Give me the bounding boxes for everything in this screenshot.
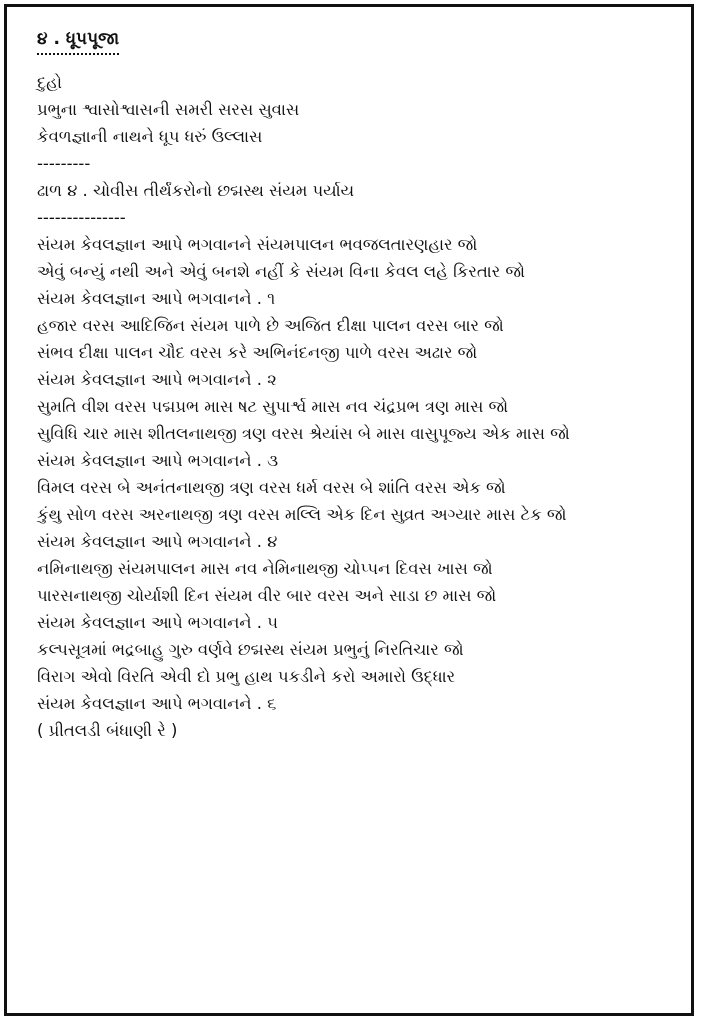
- tune-note: ( પ્રીતલડી બંધાણી રે ): [37, 721, 178, 740]
- verse-line: સુવિધિ ચાર માસ શીતલનાથજી ત્રણ વરસ શ્રેયાંસ બે માસ વાસુપૂજ્ય એક માસ જો: [37, 424, 570, 443]
- refrain-line: સંયમ કેવલજ્ઞાન આપે ભગવાનને . ૧: [37, 289, 276, 308]
- verse-line: વિમલ વરસ બે અનંતનાથજી ત્રણ વરસ ધર્મ વરસ બે શાંતિ વરસ એક જો: [37, 478, 506, 497]
- verse-line: કુંથુ સોળ વરસ અરનાથજી ત્રણ વરસ મલ્લિ એક દિન સુવ્રત અગ્યાર માસ ટેક જો: [37, 505, 567, 524]
- verse-line: એવું બન્યું નથી અને એવું બનશે નહીં કે સંયમ વિના કેવલ લહે કિરતાર જો: [37, 262, 525, 281]
- verse-line: વિરાગ એવો વિરતિ એવી દો પ્રભુ હાથ પકડીને કરો અમારો ઉદ્ધાર: [37, 667, 456, 686]
- title-wrap: [37, 27, 119, 55]
- verse-body: [37, 69, 673, 744]
- separator-line: ---------: [37, 154, 91, 173]
- refrain-line: સંયમ કેવલજ્ઞાન આપે ભગવાનને . ૫: [37, 613, 278, 632]
- document-frame: [4, 4, 694, 1016]
- separator-line: ---------------: [37, 208, 126, 227]
- verse-line: નમિનાથજી સંયમપાલન માસ નવ નેમિનાથજી ચોપ્પન દિવસ ખાસ જો: [37, 559, 493, 578]
- verse-line: કેવળજ્ઞાની નાથને ધૂપ ધરું ઉલ્લાસ: [37, 127, 263, 146]
- page-title: ૪ . ધૂપપૂજા: [37, 27, 119, 55]
- refrain-line: સંયમ કેવલજ્ઞાન આપે ભગવાનને . ૨: [37, 370, 277, 389]
- refrain-line: સંયમ કેવલજ્ઞાન આપે ભગવાનને . ૩: [37, 451, 279, 470]
- verse-line: પ્રભુના શ્વાસોશ્વાસની સમરી સરસ સુવાસ: [37, 100, 300, 119]
- verse-line: પારસનાથજી ચોર્યાશી દિન સંયમ વીર બાર વરસ અને સાડા છ માસ જો: [37, 586, 497, 605]
- refrain-line: સંયમ કેવલજ્ઞાન આપે ભગવાનને . ૪: [37, 532, 278, 551]
- refrain-line: સંયમ કેવલજ્ઞાન આપે ભગવાનને . ૬: [37, 694, 277, 713]
- verse-line: સંયમ કેવલજ્ઞાન આપે ભગવાનને સંયમપાલન ભવજલતારણહાર જો: [37, 235, 478, 254]
- verse-line: હજાર વરસ આદિજિન સંયમ પાળે છે અજિત દીક્ષા પાલન વરસ બાર જો: [37, 316, 504, 335]
- verse-line: કલ્પસૂત્રમાં ભદ્રબાહુ ગુરુ વર્ણવે છદ્મસ્થ સંયમ પ્રભુનું નિરતિચાર જો: [37, 640, 464, 659]
- verse-line: સંભવ દીક્ષા પાલન ચૌદ વરસ કરે અભિનંદનજી પાળે વરસ અઢાર જો: [37, 343, 478, 362]
- verse-line: સુમતિ વીશ વરસ પદ્મપ્રભ માસ ષટ સુપાર્શ્વ માસ નવ ચંદ્રપ્રભ ત્રણ માસ જો: [37, 397, 509, 416]
- verse-line: દુહો: [37, 73, 62, 92]
- section-heading: ઢાળ ૪ . ચોવીસ તીર્થંકરોનો છદ્મસ્થ સંયમ પર્યાય: [37, 181, 355, 200]
